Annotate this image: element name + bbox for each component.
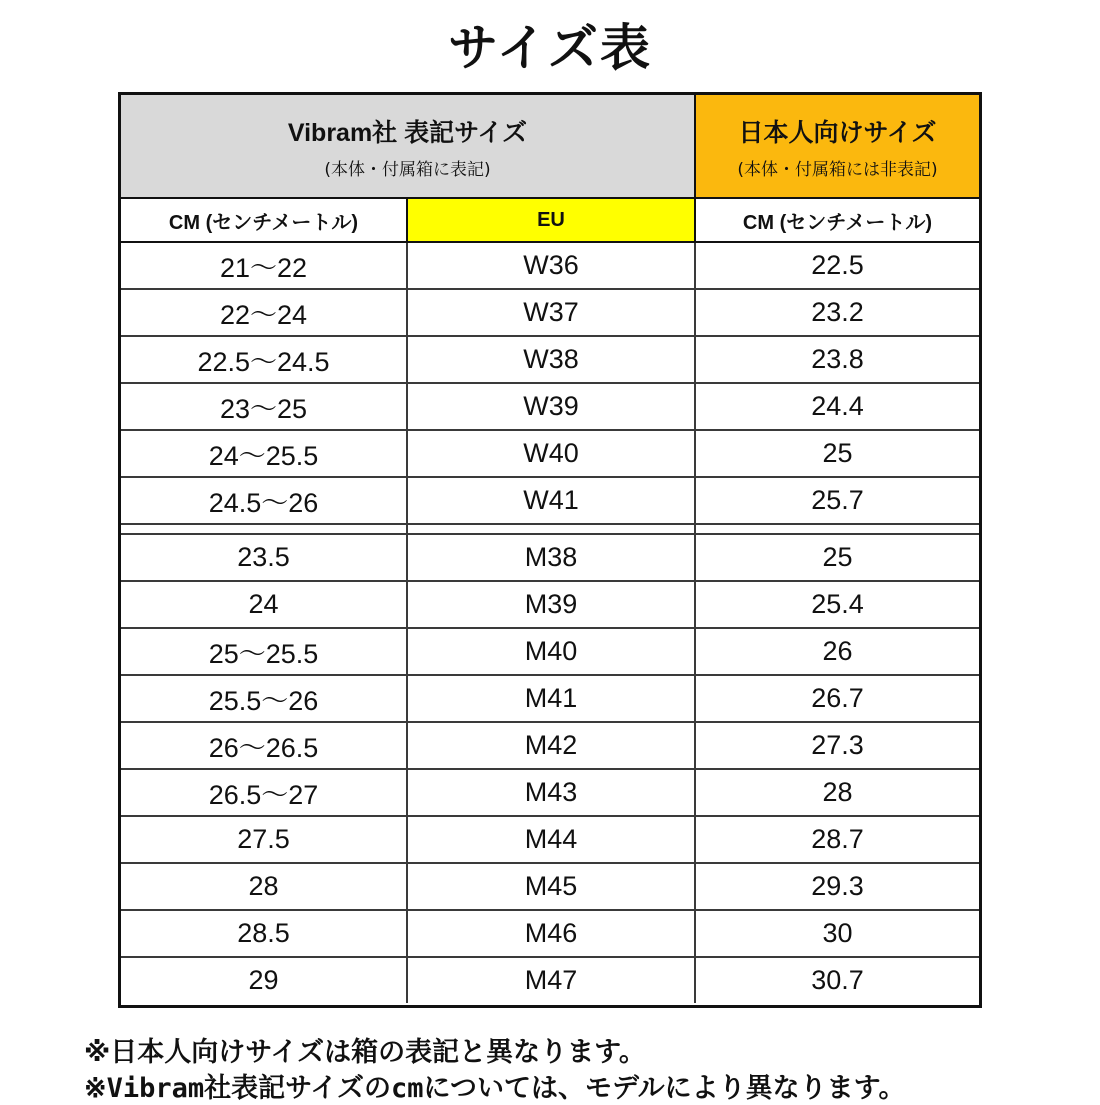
table-row xyxy=(121,864,979,911)
japan-size-header xyxy=(696,95,979,199)
vibram-size-header xyxy=(121,95,696,199)
table-row xyxy=(121,958,979,1005)
cell-jp-cm: 25 xyxy=(822,438,853,468)
cell-cm: 28 xyxy=(121,864,408,909)
note-model-difference: ※Vibram社表記サイズのcmについては、モデルにより異なります。 xyxy=(84,1073,906,1104)
cell-eu: M47 xyxy=(408,958,696,1003)
table-row xyxy=(121,290,979,337)
cell-jp-cm: 26 xyxy=(822,636,853,666)
japan-header-label: 日本人向けサイズ xyxy=(738,118,937,147)
cell-cm: 24.5～26 xyxy=(121,478,408,523)
cell-jp-cm: 28 xyxy=(822,777,853,807)
cell-cm: 25.5～26 xyxy=(121,676,408,721)
cell-eu: W39 xyxy=(408,384,696,429)
table-row xyxy=(121,431,979,478)
table-row xyxy=(121,629,979,676)
cell-eu: M39 xyxy=(408,582,696,627)
table-row xyxy=(121,676,979,723)
table-row xyxy=(121,770,979,817)
cell-jp-cm: 30.7 xyxy=(811,965,864,995)
vibram-header-label: Vibram社 表記サイズ xyxy=(287,118,528,147)
japan-header-note: (本体・付属箱には非表記) xyxy=(737,159,938,180)
cell-cm: 25～25.5 xyxy=(121,629,408,674)
cell-eu: W36 xyxy=(408,243,696,288)
cell-eu: M41 xyxy=(408,676,696,721)
cell-jp-cm: 24.4 xyxy=(811,391,864,421)
column-header-jp-cm: CM (センチメートル) xyxy=(696,199,979,243)
cell-cm: 26.5～27 xyxy=(121,770,408,815)
page-title: サイズ表 xyxy=(448,19,652,77)
cell-jp-cm: 29.3 xyxy=(811,871,864,901)
cell-jp-cm: 22.5 xyxy=(811,250,864,280)
cell-cm: 23.5 xyxy=(121,535,408,580)
table-row xyxy=(121,723,979,770)
cell-eu: M44 xyxy=(408,817,696,862)
vibram-header-note: (本体・付属箱に表記) xyxy=(324,159,491,180)
table-row xyxy=(121,817,979,864)
cell-jp-cm: 30 xyxy=(822,918,853,948)
cell-eu: W41 xyxy=(408,478,696,523)
cell-eu: M46 xyxy=(408,911,696,956)
table-row xyxy=(121,337,979,384)
table-row xyxy=(121,384,979,431)
cell-cm: 21～22 xyxy=(121,243,408,288)
cell-eu: W40 xyxy=(408,431,696,476)
cell-eu: W37 xyxy=(408,290,696,335)
cell-jp-cm: 26.7 xyxy=(811,683,864,713)
cell-cm: 22.5～24.5 xyxy=(121,337,408,382)
cell-eu: M43 xyxy=(408,770,696,815)
cell-eu: M40 xyxy=(408,629,696,674)
table-row xyxy=(121,582,979,629)
cell-eu: M38 xyxy=(408,535,696,580)
table-row xyxy=(121,243,979,290)
table-row xyxy=(121,535,979,582)
column-header-eu: EU xyxy=(408,199,696,243)
cell-jp-cm: 25 xyxy=(822,542,853,572)
cell-eu: M42 xyxy=(408,723,696,768)
cell-cm: 26～26.5 xyxy=(121,723,408,768)
cell-eu: M45 xyxy=(408,864,696,909)
cell-cm: 27.5 xyxy=(121,817,408,862)
cell-cm: 23～25 xyxy=(121,384,408,429)
cell-jp-cm: 28.7 xyxy=(811,824,864,854)
cell-cm: 29 xyxy=(121,958,408,1003)
cell-jp-cm: 23.8 xyxy=(811,344,864,374)
cell-eu: W38 xyxy=(408,337,696,382)
cell-jp-cm: 23.2 xyxy=(811,297,864,327)
section-divider xyxy=(121,523,979,535)
cell-cm: 24 xyxy=(121,582,408,627)
column-header-cm: CM (センチメートル) xyxy=(121,199,408,243)
table-row xyxy=(121,478,979,525)
cell-cm: 22～24 xyxy=(121,290,408,335)
note-box-difference: ※日本人向けサイズは箱の表記と異なります。 xyxy=(84,1037,646,1068)
cell-cm: 28.5 xyxy=(121,911,408,956)
cell-cm: 24～25.5 xyxy=(121,431,408,476)
size-table xyxy=(118,92,982,1008)
cell-jp-cm: 25.7 xyxy=(811,485,864,515)
table-row xyxy=(121,911,979,958)
cell-jp-cm: 25.4 xyxy=(811,589,864,619)
cell-jp-cm: 27.3 xyxy=(811,730,864,760)
